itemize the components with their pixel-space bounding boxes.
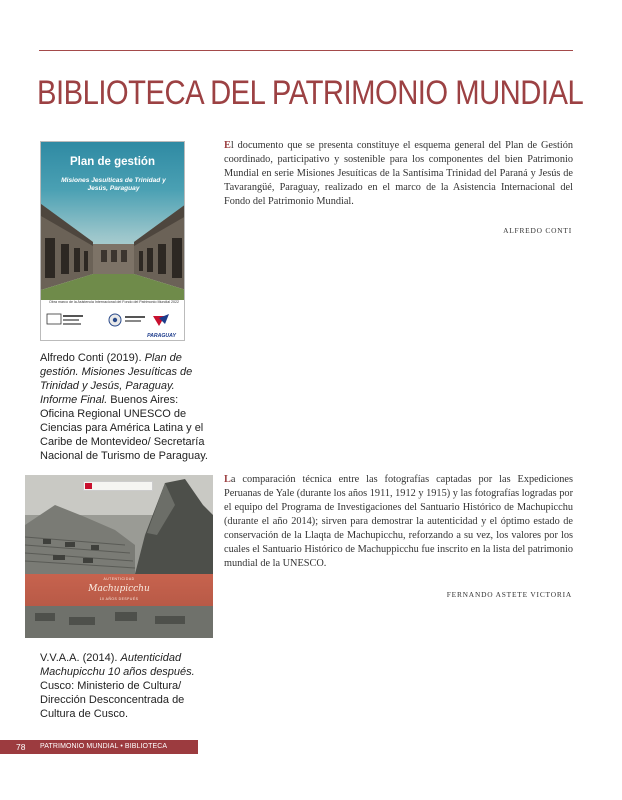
page-number: 78 [16, 742, 26, 752]
caption-author: V.V.A.A. (2014). [40, 652, 121, 664]
machupicchu-photo [25, 475, 213, 638]
paragraph-text: a comparación técnica entre las fotografías captadas por las Expediciones Peruanas de Yale (durante los años 1911, 1912 y 1915) y las fotografías logradas por el equipo del Programa de Investigaciones del Santuario Histórico de Machupicchu (durante el año 2014); sirven para demostrar la autenticidad y el óptimo estado de conservación de la Llaqta de Machupicchu, reforzando a su vez, los valores por los cuales el Santuario Histórico de Machuppicchu fue inscrito en la lista del patrimonio mundial de la UNESCO. [224, 474, 573, 569]
caption-machupicchu [40, 651, 208, 721]
band-title: Machupicchu [88, 584, 150, 594]
band-top-text: AUTENTICIDAD [103, 577, 135, 581]
top-rule [39, 50, 573, 51]
ministerio-logo [83, 481, 153, 491]
ruins-photo [41, 202, 185, 300]
band-bottom-text: 10 AÑOS DESPUÉS [99, 597, 139, 601]
caption-author: Alfredo Conti (2019). [40, 352, 145, 364]
caption-book-title: Autenticidad Machupicchu 10 años después. [40, 652, 195, 678]
book-cover-plan-de-gestion [40, 141, 185, 341]
paragraph-machupicchu [224, 473, 573, 571]
page-footer [0, 740, 198, 754]
signature-author: FERNANDO ASTETE VICTORIA [446, 590, 572, 599]
paragraph-plan-de-gestion [224, 139, 573, 209]
caption-book-title: Plan de gestión. Misiones Jesuíticas de Trinidad y Jesús, Paraguay. Informe Final. [40, 352, 193, 406]
paragraph-text: l documento que se presenta constituye el esquema general del Plan de Gestión coordinado, participativo y sostenible para los componentes del bien Patrimonio Mundial en serie Misiones Jesuíticas de la Santísima Trinidad del Paraná y Jesús de Tavarangüé, Paraguay, realizado en el marco de la Asistencia Internacional del Fondo del Patrimonio Mundial. [224, 140, 573, 207]
signature-author: ALFREDO CONTI [503, 226, 572, 235]
cover-subtitle: Misiones Jesuíticas de Trinidad y Jesús, Paraguay [61, 177, 166, 192]
cover-note: Obra marco de la Asistencia Internacional del Fondo del Patrimonio Mundial 2022 [48, 300, 180, 304]
caption-publisher: Buenos Aires: Oficina Regional UNESCO de Ciencias para América Latina y el Caribe de Montevideo/ Secretaría Nacional de Turismo de Paraguay. [40, 394, 208, 462]
cover-brand: PARAGUAY [147, 333, 176, 339]
dropcap: L [224, 474, 231, 485]
page-title: BIBLIOTECA DEL PATRIMONIO MUNDIAL [37, 74, 584, 112]
book-cover-machupicchu [25, 475, 213, 638]
caption-publisher: Cusco: Ministerio de Cultura/ Dirección Desconcentrada de Cultura de Cusco. [40, 680, 185, 720]
cover-title: Plan de gestión [70, 156, 155, 168]
caption-plan-de-gestion [40, 351, 208, 463]
footer-text: PATRIMONIO MUNDIAL • BIBLIOTECA [40, 743, 168, 750]
dropcap: E [224, 140, 231, 151]
